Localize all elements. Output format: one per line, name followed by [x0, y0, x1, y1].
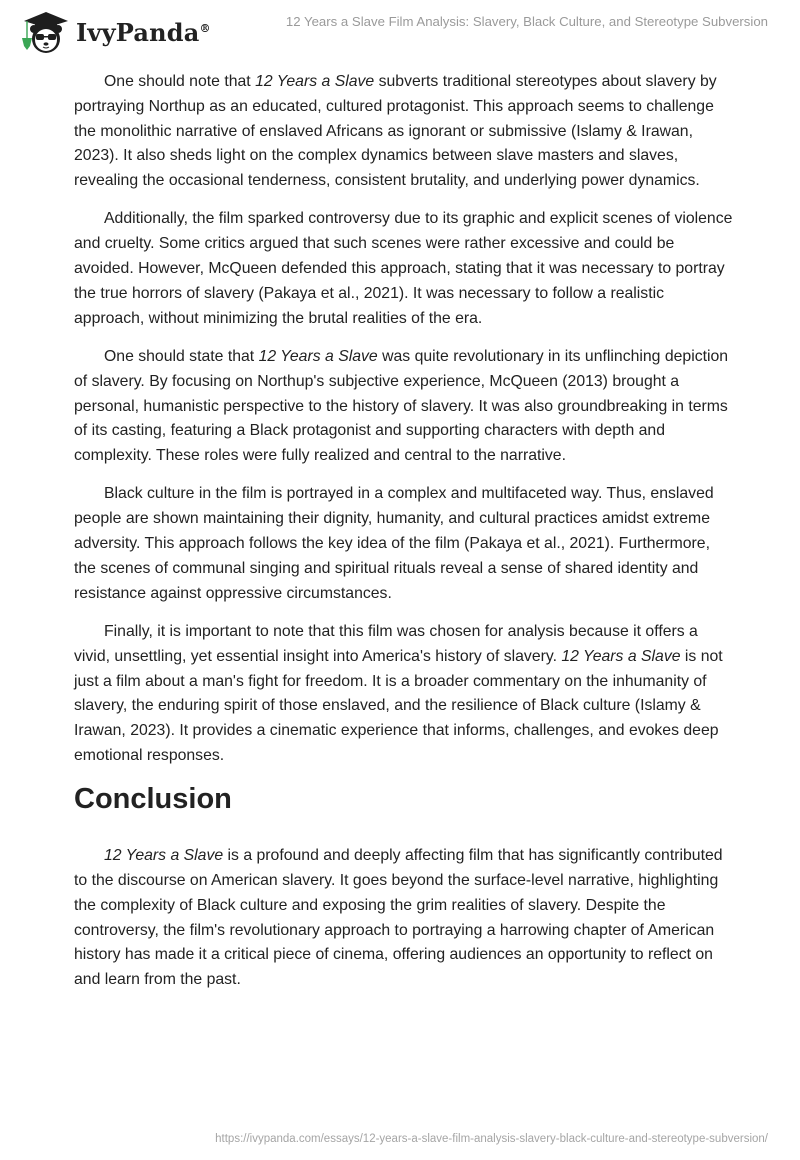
- essay-body: [74, 70, 734, 1007]
- ivypanda-logo[interactable]: [18, 8, 211, 56]
- paragraph-stereotypes: One should note that 12 Years a Slave subverts traditional stereotypes about slavery by portraying Northup as an educated, cultured protagonist. This approach seems to challenge the monolithic narrative of enslaved Africans as ignorant or submissive (Islamy & Irawan, 2023). It also sheds light on the complex dynamics between slave masters and slaves, revealing the occasional tenderness, consistent brutality, and underlying power dynamics.: [74, 73, 717, 190]
- paragraph-finally: Finally, it is important to note that this film was chosen for analysis because it offers a vivid, unsettling, yet essential insight into America's history of slavery. 12 Years a Slave is not just a film about a man's fight for freedom. It is a broader commentary on the inhumanity of slavery, the enduring spirit of those enslaved, and the resilience of Black culture (Islamy & Irawan, 2023). It provides a cinematic experience that informs, challenges, and evokes deep emotional responses.: [74, 622, 723, 764]
- registered-mark: ®: [199, 21, 211, 35]
- brand-name: IvyPanda®: [76, 17, 211, 47]
- film-title-italic: 12 Years a Slave: [255, 73, 375, 90]
- paragraph-controversy: Additionally, the film sparked controversy due to its graphic and explicit scenes of violence and cruelty. Some critics argued that such scenes were rather excessive and could be avoided. However, McQueen defended this approach, stating that it was necessary to portray the true horrors of slavery (Pakaya et al., 2021). It was necessary to follow a realistic approach, without minimizing the brutal realities of the era.: [74, 210, 733, 327]
- film-title-italic: 12 Years a Slave: [104, 847, 224, 865]
- film-title-italic: 12 Years a Slave: [258, 347, 378, 365]
- paragraph-revolutionary: One should state that 12 Years a Slave was quite revolutionary in its unflinching depiction of slavery. By focusing on Northup's subjective experience, McQueen (2013) brought a personal, humanistic perspective to the history of slavery. It was also groundbreaking in terms of its casting, featuring a Black protagonist and supporting characters with depth and complexity. These roles were fully realized and central to the narrative.: [74, 347, 729, 465]
- panda-graduate-icon: [18, 8, 74, 56]
- page-header: [0, 0, 800, 60]
- source-url[interactable]: https://ivypanda.com/essays/12-years-a-slave-film-analysis-slavery-black-culture-and-stereotype-subversion/: [215, 1133, 768, 1145]
- document-title: 12 Years a Slave Film Analysis: Slavery, Black Culture, and Stereotype Subversion: [285, 14, 768, 29]
- conclusion-heading: Conclusion: [74, 783, 232, 816]
- paragraph-conclusion: 12 Years a Slave is a profound and deeply affecting film that has significantly contributed to the discourse on American slavery. It goes beyond the surface-level narrative, highlighting the complexity of Black culture and exposing the grim realities of slavery. Despite the controversy, the film's revolutionary approach to portraying a harrowing chapter of American history has made it a critical piece of cinema, offering audiences an opportunity to reflect on and learn from the past.: [74, 847, 723, 989]
- film-title-italic: 12 Years a Slave: [561, 647, 681, 665]
- paragraph-black-culture: Black culture in the film is portrayed in a complex and multifaceted way. Thus, enslaved people are shown maintaining their dignity, humanity, and cultural practices amidst extreme adversity. This approach follows the key idea of the film (Pakaya et al., 2021). Furthermore, the scenes of communal singing and spiritual rituals reveal a sense of shared identity and resistance against oppressive circumstances.: [74, 485, 714, 602]
